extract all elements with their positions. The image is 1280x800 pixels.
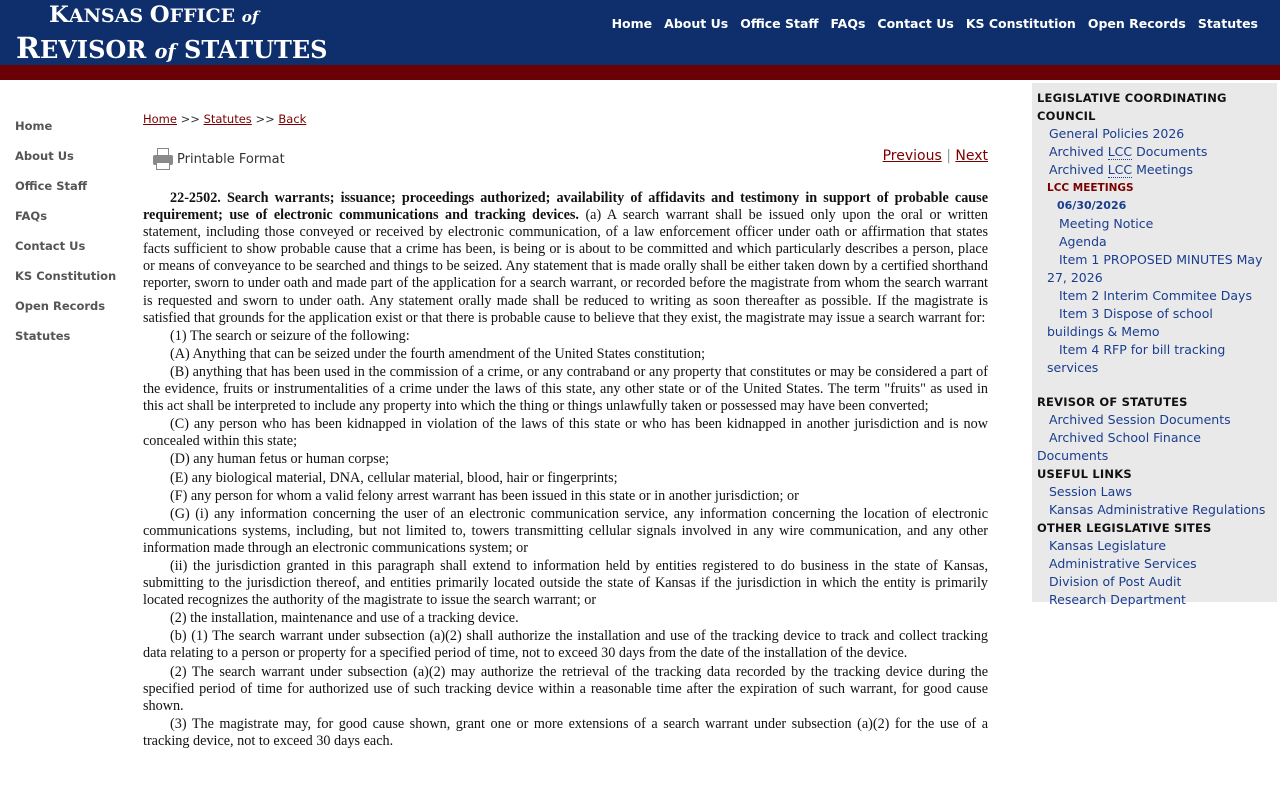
statute-paragraph: (3) The magistrate may, for good cause shown, grant one or more extensions of a search warrant under subsection (a)(2) for the use of a tracking device, not to exceed 30 days each. xyxy=(143,715,988,749)
other-sites-heading: OTHER LEGISLATIVE SITES xyxy=(1037,521,1212,535)
logo-line-1: KANSAS OFFICE of xyxy=(49,2,259,28)
general-policies-link[interactable]: General Policies 2026 xyxy=(1049,126,1185,141)
statute-paragraph: (D) any human fetus or human corpse; xyxy=(170,451,390,468)
prev-next-separator: | xyxy=(941,148,956,164)
printable-format-label: Printable Format xyxy=(177,151,285,167)
top-nav-home[interactable]: Home xyxy=(611,16,653,31)
meeting-date: 06/30/2026 xyxy=(1057,199,1127,212)
item-2-link[interactable]: Item 2 Interim Commitee Days xyxy=(1059,288,1252,303)
kansas-admin-regulations-link[interactable]: Kansas Administrative Regulations xyxy=(1049,502,1266,517)
statute-paragraph: (1) The search or seizure of the following: xyxy=(170,327,410,344)
statute-intro: 22-2502. Search warrants; issuance; proceedings authorized; availability of affidavits and testimony in support of probable cause requirement; use of electronic communications and tracking devices. (a) A search warrant shall be issued only upon the oral or written statement, including those conveyed or received by electronic communication, of a law enforcement officer under oath or affirmation that states facts sufficient to show probable cause that a crime has been, is being or is about to be committed and which particularly describes a person, place or means of conveyance to be searched and things to be seized. Any statement that is made orally shall be either taken down by a certified shorthand reporter, sworn to under oath and made part of the application for a search warrant, or recorded before the magistrate from whom the search warrant is requested and sworn to under oath. Any statement orally made shall be reduced to writing as soon thereafter as possible. If the magistrate is satisfied that grounds for the application exist or that there is probable cause to believe that they exist, the magistrate may issue a search warrant for: xyxy=(143,190,988,326)
breadcrumb-back[interactable]: Back xyxy=(278,112,307,126)
item-3-link[interactable]: Item 3 Dispose of school buildings & Memo xyxy=(1047,306,1213,339)
left-nav-contact-us[interactable]: Contact Us xyxy=(15,239,86,253)
top-nav-ks-constitution[interactable]: KS Constitution xyxy=(965,16,1076,31)
kansas-legislature-link[interactable]: Kansas Legislature xyxy=(1049,538,1167,553)
useful-links-heading: USEFUL LINKS xyxy=(1037,467,1132,481)
previous-link[interactable]: Previous xyxy=(882,148,942,164)
statute-paragraph: (B) anything that has been used in the commission of a crime, or any contraband or any property that constitutes or may be considered a part of the evidence, fruits or instrumentalities of a crime under the laws of this state, any other state or of the United States. The term "fruits" as used in this act shall be interpreted to include any property into which the thing or things unlawfully taken or possessed may have been converted; xyxy=(143,363,988,415)
breadcrumb-separator: >> xyxy=(176,112,204,126)
left-nav xyxy=(15,119,135,359)
left-nav-about-us[interactable]: About Us xyxy=(15,149,74,163)
research-department-link[interactable]: Research Department xyxy=(1049,592,1186,607)
statute-paragraph: (E) any biological material, DNA, cellular material, blood, hair or fingerprints; xyxy=(170,469,618,486)
division-of-post-audit-link[interactable]: Division of Post Audit xyxy=(1049,574,1182,589)
breadcrumb-home[interactable]: Home xyxy=(143,112,177,126)
header-accent-bar xyxy=(0,65,1280,80)
top-nav-faqs[interactable]: FAQs xyxy=(830,16,866,31)
administrative-services-link[interactable]: Administrative Services xyxy=(1049,556,1197,571)
item-4-link[interactable]: Item 4 RFP for bill tracking services xyxy=(1047,342,1226,375)
statute-paragraph: (F) any person for whom a valid felony arrest warrant has been issued in this state or in another jurisdiction; or xyxy=(170,487,799,504)
agenda-link[interactable]: Agenda xyxy=(1059,234,1107,249)
breadcrumb-separator: >> xyxy=(251,112,279,126)
left-nav-faqs[interactable]: FAQs xyxy=(15,209,48,223)
left-nav-ks-constitution[interactable]: KS Constitution xyxy=(15,269,117,283)
statute-paragraph: (2) The search warrant under subsection (a)(2) may authorize the retrieval of the tracking data recorded by the tracking device during the specified period of time for authorized use of such tracking device within a reasonable time after the expiration of such warrant, for good cause shown. xyxy=(143,663,988,714)
top-nav-statutes[interactable]: Statutes xyxy=(1197,16,1258,31)
main-content xyxy=(143,112,988,749)
left-nav-home[interactable]: Home xyxy=(15,119,53,133)
statute-paragraph: (C) any person who has been kidnapped in violation of the laws of this state or who has been kidnapped in another jurisdiction and is now concealed within this state; xyxy=(143,416,988,450)
top-nav xyxy=(612,16,1258,31)
statute-paragraph: (ii) the jurisdiction granted in this paragraph shall extend to information held by entities registered to do business in the state of Kansas, submitting to the jurisdiction thereof, and entities primarily located outside the state of Kansas if the jurisdiction in which the entity is primarily located recognizes the authority of the magistrate to issue the search warrant; or xyxy=(143,557,988,609)
breadcrumb xyxy=(143,112,988,126)
top-nav-office-staff[interactable]: Office Staff xyxy=(740,16,819,31)
sidebar-spacer xyxy=(1037,377,1272,393)
printable-format-link[interactable] xyxy=(153,148,285,170)
prev-next-nav xyxy=(883,148,988,164)
statute-paragraph: (b) (1) The search warrant under subsection (a)(2) shall authorize the installation and use of the tracking device to track and collect tracking data relating to a person or property for a specified period of time, not to exceed 30 days from the date of the installation of the device. xyxy=(143,628,988,662)
site-header xyxy=(0,0,1280,65)
next-link[interactable]: Next xyxy=(955,148,988,164)
archived-lcc-documents-link[interactable]: Archived LCC Documents xyxy=(1049,144,1208,159)
logo-line-2: REVISOR of STATUTES xyxy=(16,31,328,65)
top-nav-about-us[interactable]: About Us xyxy=(664,16,729,31)
lcc-heading: LEGISLATIVE COORDINATING COUNCIL xyxy=(1037,91,1227,123)
top-nav-contact-us[interactable]: Contact Us xyxy=(877,16,954,31)
statute-title: 22-2502. Search warrants; issuance; proceedings authorized; availability of affidavits and testimony in support of probable cause requirement; use of electronic communications and tracking devices. xyxy=(143,190,988,224)
statute-paragraph: (2) the installation, maintenance and use of a tracking device. xyxy=(170,610,519,627)
breadcrumb-statutes[interactable]: Statutes xyxy=(203,112,252,126)
statute-paragraph: (A) Anything that can be seized under the fourth amendment of the United States constitution; xyxy=(170,345,706,362)
archived-school-finance-link[interactable]: Archived School Finance Documents xyxy=(1037,430,1201,463)
left-nav-open-records[interactable]: Open Records xyxy=(15,299,106,313)
lcc-meetings-heading: LCC MEETINGS xyxy=(1047,182,1134,194)
left-nav-office-staff[interactable]: Office Staff xyxy=(15,179,88,193)
revisor-heading: REVISOR OF STATUTES xyxy=(1037,395,1188,409)
archived-lcc-meetings-link[interactable]: Archived LCC Meetings xyxy=(1049,162,1193,177)
statute-paragraph: (G) (i) any information concerning the user of an electronic communication service, any information concerning the location of electronic communications systems, including, but not limited to, towers transmitting cellular signals involved in any wire communication, and any other information made through an electronic communications system; or xyxy=(143,505,988,556)
meeting-notice-link[interactable]: Meeting Notice xyxy=(1059,216,1154,231)
right-sidebar xyxy=(1032,83,1277,607)
archived-session-documents-link[interactable]: Archived Session Documents xyxy=(1049,412,1231,427)
session-laws-link[interactable]: Session Laws xyxy=(1049,484,1133,499)
item-1-link[interactable]: Item 1 PROPOSED MINUTES May 27, 2026 xyxy=(1047,252,1263,285)
statute-text xyxy=(143,190,988,751)
left-nav-statutes[interactable]: Statutes xyxy=(15,329,71,343)
printer-icon xyxy=(153,148,173,170)
top-nav-open-records[interactable]: Open Records xyxy=(1087,16,1186,31)
